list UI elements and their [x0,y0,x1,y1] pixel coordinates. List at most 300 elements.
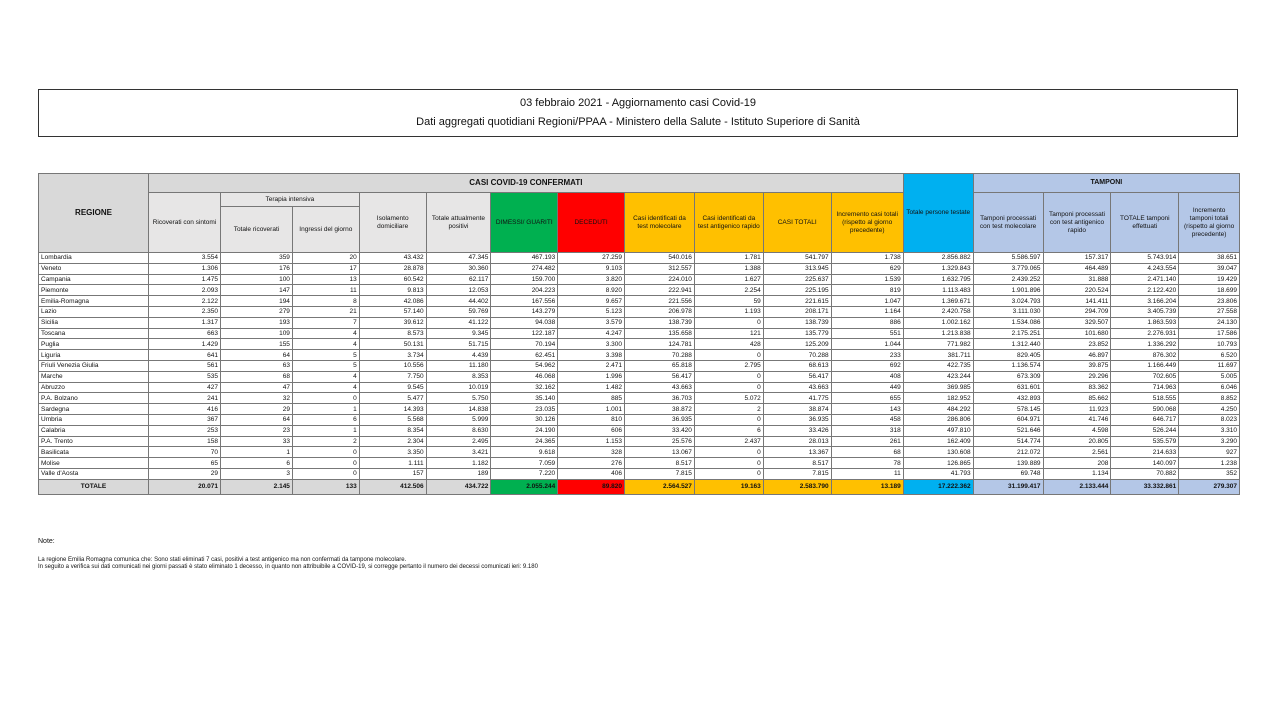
value-cell: 0 [694,317,763,328]
value-cell: 7.815 [625,468,695,479]
value-cell: 2.093 [149,285,221,296]
value-cell: 1.111 [359,458,426,469]
value-cell: 222.941 [625,285,695,296]
value-cell: 27.259 [558,253,625,264]
value-cell: 140.097 [1111,458,1179,469]
value-cell: 23.806 [1179,296,1240,307]
header-tamp-molecolare: Tamponi processati con test molecolare [973,193,1043,253]
value-cell: 50.131 [359,339,426,350]
value-cell: 458 [831,414,903,425]
value-cell: 2.254 [694,285,763,296]
value-cell: 27.558 [1179,306,1240,317]
value-cell: 7.815 [763,468,831,479]
value-cell: 1.996 [558,371,625,382]
value-cell: 1.164 [831,306,903,317]
value-cell: 1.534.086 [973,317,1043,328]
value-cell: 13.189 [831,479,903,494]
value-cell: 3.734 [359,350,426,361]
table-row [39,306,1240,317]
table-row [39,296,1240,307]
value-cell: 24.190 [491,425,558,436]
value-cell: 29.296 [1043,371,1111,382]
value-cell: 46.068 [491,371,558,382]
value-cell: 1.193 [694,306,763,317]
value-cell: 9.813 [359,285,426,296]
table-row [39,436,1240,447]
value-cell: 8.023 [1179,414,1240,425]
value-cell: 6 [694,425,763,436]
value-cell: 771.982 [903,339,973,350]
value-cell: 70.288 [625,350,695,361]
region-cell: Sardegna [39,404,149,415]
value-cell: 0 [694,350,763,361]
value-cell: 38.874 [763,404,831,415]
value-cell: 225.195 [763,285,831,296]
header-casi-antigenico: Casi identificati da test antigenico rapido [694,193,763,253]
value-cell: 64 [220,414,292,425]
value-cell: 2.471 [558,360,625,371]
value-cell: 2.133.444 [1043,479,1111,494]
value-cell: 18.699 [1179,285,1240,296]
header-ti-ingressi: Ingressi del giorno [292,207,359,253]
value-cell: 124.781 [625,339,695,350]
value-cell: 3.350 [359,447,426,458]
value-cell: 1.369.671 [903,296,973,307]
value-cell: 135.658 [625,328,695,339]
region-cell: Marche [39,371,149,382]
value-cell: 68 [220,371,292,382]
table-row [39,382,1240,393]
region-cell: Abruzzo [39,382,149,393]
value-cell: 328 [558,447,625,458]
value-cell: 46.897 [1043,350,1111,361]
table-total-row [39,479,1240,494]
value-cell: 1.002.162 [903,317,973,328]
value-cell: 4.439 [426,350,491,361]
value-cell: 122.187 [491,328,558,339]
value-cell: 927 [1179,447,1240,458]
value-cell: 434.722 [426,479,491,494]
value-cell: 9.103 [558,263,625,274]
region-cell: Friuli Venezia Giulia [39,360,149,371]
value-cell: 43.663 [763,382,831,393]
value-cell: 313.945 [763,263,831,274]
value-cell: 194 [220,296,292,307]
value-cell: 41.746 [1043,414,1111,425]
value-cell: 14.838 [426,404,491,415]
value-cell: 94.038 [491,317,558,328]
value-cell: 253 [149,425,221,436]
value-cell: 497.810 [903,425,973,436]
region-cell: Veneto [39,263,149,274]
value-cell: 206.978 [625,306,695,317]
value-cell: 69.748 [973,468,1043,479]
value-cell: 65.818 [625,360,695,371]
value-cell: 214.633 [1111,447,1179,458]
value-cell: 2.439.252 [973,274,1043,285]
value-cell: 1.153 [558,436,625,447]
region-cell: Molise [39,458,149,469]
value-cell: 2.420.758 [903,306,973,317]
region-cell: Lombardia [39,253,149,264]
value-cell: 28.013 [763,436,831,447]
value-cell: 157 [359,468,426,479]
value-cell: 4 [292,382,359,393]
value-cell: 6.520 [1179,350,1240,361]
value-cell: 484.292 [903,404,973,415]
value-cell: 167.556 [491,296,558,307]
value-cell: 41.775 [763,393,831,404]
value-cell: 39.875 [1043,360,1111,371]
value-cell: 8.517 [763,458,831,469]
table-row [39,285,1240,296]
value-cell: 100 [220,274,292,285]
value-cell: 13.367 [763,447,831,458]
value-cell: 2.122.420 [1111,285,1179,296]
value-cell: 3.024.793 [973,296,1043,307]
value-cell: 3.290 [1179,436,1240,447]
value-cell: 551 [831,328,903,339]
header-group-terapia: Terapia intensiva [220,193,359,207]
value-cell: 4.247 [558,328,625,339]
header-regione: REGIONE [39,174,149,253]
value-cell: 14.393 [359,404,426,415]
table-row [39,274,1240,285]
value-cell: 535.579 [1111,436,1179,447]
table-row [39,447,1240,458]
value-cell: 5.743.914 [1111,253,1179,264]
header-persone-testate: Totale persone testate [903,174,973,253]
value-cell: 20.805 [1043,436,1111,447]
value-cell: 578.145 [973,404,1043,415]
value-cell: 2 [694,404,763,415]
value-cell: 17.222.362 [903,479,973,494]
report-title: 03 febbraio 2021 - Aggiornamento casi Covid-19 [519,97,757,109]
value-cell: 9.618 [491,447,558,458]
value-cell: 810 [558,414,625,425]
value-cell: 6.046 [1179,382,1240,393]
value-cell: 2.276.931 [1111,328,1179,339]
value-cell: 138.739 [763,317,831,328]
value-cell: 279.307 [1179,479,1240,494]
value-cell: 24.365 [491,436,558,447]
value-cell: 59 [694,296,763,307]
value-cell: 212.072 [973,447,1043,458]
value-cell: 57.140 [359,306,426,317]
value-cell: 829.405 [973,350,1043,361]
value-cell: 5.999 [426,414,491,425]
value-cell: 1.632.795 [903,274,973,285]
value-cell: 1.238 [1179,458,1240,469]
table-row [39,458,1240,469]
table-body [39,253,1240,495]
value-cell: 408 [831,371,903,382]
value-cell: 11 [831,468,903,479]
value-cell: 540.016 [625,253,695,264]
value-cell: 5.072 [694,393,763,404]
value-cell: 0 [694,458,763,469]
value-cell: 30.360 [426,263,491,274]
value-cell: 1.113.483 [903,285,973,296]
value-cell: 702.605 [1111,371,1179,382]
region-cell: P.A. Bolzano [39,393,149,404]
value-cell: 1.738 [831,253,903,264]
value-cell: 541.797 [763,253,831,264]
value-cell: 0 [694,447,763,458]
value-cell: 1.329.843 [903,263,973,274]
value-cell: 43.432 [359,253,426,264]
value-cell: 208.171 [763,306,831,317]
value-cell: 19.163 [694,479,763,494]
note-line: In seguito a verifica sui dati comunicati nei giorni passati è stato eliminato 1 decesso, in quanto non attribuibile a COVID-19, si corregge pertanto il numero dei decessi comunicati ieri: 9.180 [38,564,538,570]
value-cell: 629 [831,263,903,274]
table-row [39,360,1240,371]
value-cell: 423.244 [903,371,973,382]
value-cell: 5.477 [359,393,426,404]
value-cell: 312.557 [625,263,695,274]
value-cell: 367 [149,414,221,425]
value-cell: 3 [220,468,292,479]
value-cell: 221.556 [625,296,695,307]
value-cell: 2.495 [426,436,491,447]
value-cell: 85.662 [1043,393,1111,404]
table-row [39,263,1240,274]
value-cell: 241 [149,393,221,404]
table-row [39,414,1240,425]
value-cell: 1.182 [426,458,491,469]
table-row [39,328,1240,339]
header-tamp-antigenico: Tamponi processati con test antigenico rapido [1043,193,1111,253]
value-cell: 3.111.030 [973,306,1043,317]
value-cell: 65 [149,458,221,469]
value-cell: 0 [292,458,359,469]
value-cell: 141.411 [1043,296,1111,307]
value-cell: 56.417 [625,371,695,382]
value-cell: 33 [220,436,292,447]
value-cell: 2.564.527 [625,479,695,494]
value-cell: 5.123 [558,306,625,317]
value-cell: 8.630 [426,425,491,436]
value-cell: 467.193 [491,253,558,264]
value-cell: 5.005 [1179,371,1240,382]
value-cell: 5.586.597 [973,253,1043,264]
value-cell: 1.312.440 [973,339,1043,350]
value-cell: 36.935 [625,414,695,425]
table-row [39,468,1240,479]
value-cell: 2.471.140 [1111,274,1179,285]
value-cell: 8.354 [359,425,426,436]
region-cell: Piemonte [39,285,149,296]
value-cell: 6 [220,458,292,469]
table-row [39,393,1240,404]
value-cell: 8.852 [1179,393,1240,404]
value-cell: 352 [1179,468,1240,479]
value-cell: 604.971 [973,414,1043,425]
value-cell: 70 [149,447,221,458]
report-subtitle: Dati aggregati quotidiani Regioni/PPAA - Ministero della Salute - Istituto Superiore di Sanità [416,116,860,128]
value-cell: 20 [292,253,359,264]
value-cell: 286.806 [903,414,973,425]
value-cell: 673.309 [973,371,1043,382]
value-cell: 4 [292,339,359,350]
value-cell: 23.035 [491,404,558,415]
value-cell: 5.750 [426,393,491,404]
value-cell: 17 [292,263,359,274]
value-cell: 155 [220,339,292,350]
value-cell: 31.888 [1043,274,1111,285]
value-cell: 135.779 [763,328,831,339]
value-cell: 62.451 [491,350,558,361]
value-cell: 885 [558,393,625,404]
value-cell: 9.545 [359,382,426,393]
value-cell: 147 [220,285,292,296]
value-cell: 7.220 [491,468,558,479]
value-cell: 47 [220,382,292,393]
value-cell: 3.779.065 [973,263,1043,274]
value-cell: 3.421 [426,447,491,458]
header-group-tamponi: TAMPONI [973,174,1239,193]
value-cell: 2.350 [149,306,221,317]
region-cell: TOTALE [39,479,149,494]
value-cell: 1.166.449 [1111,360,1179,371]
value-cell: 8.517 [625,458,695,469]
value-cell: 42.086 [359,296,426,307]
value-cell: 32 [220,393,292,404]
value-cell: 19.429 [1179,274,1240,285]
value-cell: 369.985 [903,382,973,393]
value-cell: 561 [149,360,221,371]
value-cell: 28.878 [359,263,426,274]
value-cell: 8.920 [558,285,625,296]
value-cell: 44.402 [426,296,491,307]
value-cell: 0 [694,382,763,393]
value-cell: 1.539 [831,274,903,285]
value-cell: 70.288 [763,350,831,361]
table-row [39,317,1240,328]
value-cell: 11.697 [1179,360,1240,371]
header-positivi: Totale attualmente positivi [426,193,491,253]
value-cell: 1 [220,447,292,458]
value-cell: 143.279 [491,306,558,317]
value-cell: 464.489 [1043,263,1111,274]
value-cell: 224.010 [625,274,695,285]
value-cell: 158 [149,436,221,447]
value-cell: 1.044 [831,339,903,350]
value-cell: 143 [831,404,903,415]
value-cell: 631.601 [973,382,1043,393]
value-cell: 4 [292,328,359,339]
region-cell: Liguria [39,350,149,361]
value-cell: 1.047 [831,296,903,307]
value-cell: 2 [292,436,359,447]
value-cell: 329.507 [1043,317,1111,328]
header-casi-totali: CASI TOTALI [763,193,831,253]
value-cell: 68.613 [763,360,831,371]
value-cell: 39.612 [359,317,426,328]
value-cell: 406 [558,468,625,479]
region-cell: Lazio [39,306,149,317]
value-cell: 89.820 [558,479,625,494]
region-cell: Puglia [39,339,149,350]
value-cell: 5.568 [359,414,426,425]
value-cell: 10.793 [1179,339,1240,350]
value-cell: 294.709 [1043,306,1111,317]
value-cell: 54.962 [491,360,558,371]
value-cell: 2.122 [149,296,221,307]
covid-data-table [38,173,1240,495]
value-cell: 279 [220,306,292,317]
value-cell: 8 [292,296,359,307]
value-cell: 24.130 [1179,317,1240,328]
value-cell: 1.482 [558,382,625,393]
value-cell: 514.774 [973,436,1043,447]
header-tamp-totale: TOTALE tamponi effettuati [1111,193,1179,253]
value-cell: 1.429 [149,339,221,350]
value-cell: 36.935 [763,414,831,425]
value-cell: 261 [831,436,903,447]
value-cell: 56.417 [763,371,831,382]
value-cell: 2.561 [1043,447,1111,458]
region-cell: Umbria [39,414,149,425]
value-cell: 1.781 [694,253,763,264]
value-cell: 29 [149,468,221,479]
note-line: La regione Emilia Romagna comunica che: Sono stati eliminati 7 casi, positivi a test antigenico ma non confermati da tampone molecolare. [38,557,407,563]
header-ricoverati: Ricoverati con sintomi [149,193,221,253]
value-cell: 23 [220,425,292,436]
value-cell: 1.001 [558,404,625,415]
value-cell: 39.047 [1179,263,1240,274]
value-cell: 4.598 [1043,425,1111,436]
table-row [39,350,1240,361]
value-cell: 31.199.417 [973,479,1043,494]
region-cell: Basilicata [39,447,149,458]
value-cell: 13 [292,274,359,285]
value-cell: 126.865 [903,458,973,469]
value-cell: 6 [292,414,359,425]
value-cell: 1.627 [694,274,763,285]
header-incremento-tamp: Incremento tamponi totali (rispetto al giorno precedente) [1179,193,1240,253]
value-cell: 11 [292,285,359,296]
value-cell: 521.646 [973,425,1043,436]
value-cell: 449 [831,382,903,393]
value-cell: 1.136.574 [973,360,1043,371]
value-cell: 7 [292,317,359,328]
value-cell: 412.506 [359,479,426,494]
value-cell: 1.336.292 [1111,339,1179,350]
value-cell: 47.345 [426,253,491,264]
value-cell: 381.711 [903,350,973,361]
value-cell: 432.893 [973,393,1043,404]
value-cell: 20.071 [149,479,221,494]
table-row [39,371,1240,382]
value-cell: 416 [149,404,221,415]
value-cell: 590.068 [1111,404,1179,415]
value-cell: 162.409 [903,436,973,447]
value-cell: 2.175.251 [973,328,1043,339]
value-cell: 428 [694,339,763,350]
value-cell: 276 [558,458,625,469]
value-cell: 274.482 [491,263,558,274]
value-cell: 138.739 [625,317,695,328]
value-cell: 21 [292,306,359,317]
value-cell: 29 [220,404,292,415]
value-cell: 9.657 [558,296,625,307]
region-cell: Sicilia [39,317,149,328]
value-cell: 159.700 [491,274,558,285]
value-cell: 68 [831,447,903,458]
value-cell: 233 [831,350,903,361]
value-cell: 0 [292,468,359,479]
